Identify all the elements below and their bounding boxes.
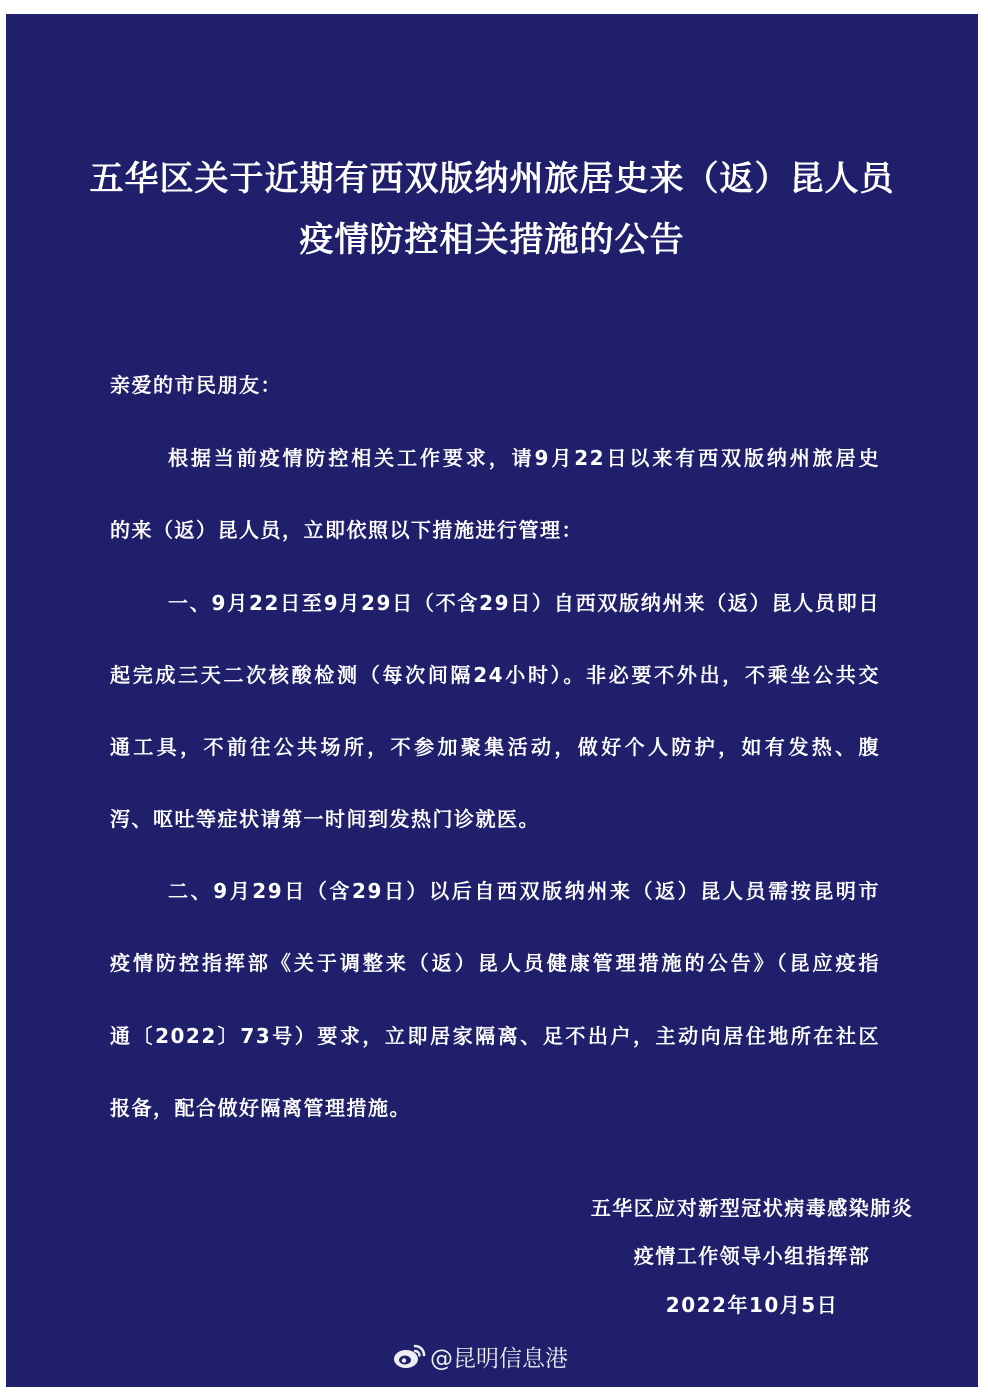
- weibo-icon: [392, 1342, 426, 1370]
- title-line-1: 五华区关于近期有西双版纳州旅居史来（返）昆人员: [89, 159, 895, 199]
- measure-one-line-4: 泻、呕吐等症状请第一时间到发热门诊就医。: [110, 807, 540, 831]
- paragraph-intro-line-2: 的来（返）昆人员，立即依照以下措施进行管理：: [110, 518, 583, 542]
- announcement-poster: [6, 14, 978, 1387]
- signature-org-line-1: 五华区应对新型冠状病毒感染肺炎: [590, 1196, 914, 1220]
- watermark-text: @昆明信息港: [430, 1345, 568, 1372]
- measure-one-line-1: 一、9月22日至9月29日（不含29日）自西双版纳州来（返）昆人员即日: [168, 591, 880, 615]
- measure-two-line-4: 报备，配合做好隔离管理措施。: [110, 1096, 411, 1120]
- measure-two-line-1: 二、9月29日（含29日）以后自西双版纳州来（返）昆人员需按昆明市: [168, 879, 880, 903]
- measure-one-line-2: 起完成三天二次核酸检测（每次间隔24小时）。非必要不外出，不乘坐公共交: [110, 663, 880, 687]
- salutation: 亲爱的市民朋友：: [110, 373, 282, 397]
- title-line-2: 疫情防控相关措施的公告: [299, 220, 685, 260]
- measure-two-line-3: 通〔2022〕73号）要求，立即居家隔离、足不出户，主动向居住地所在社区: [110, 1024, 880, 1048]
- measure-one-line-3: 通工具，不前往公共场所，不参加聚集活动，做好个人防护，如有发热、腹: [110, 735, 880, 759]
- measure-two-line-2: 疫情防控指挥部《关于调整来（返）昆人员健康管理措施的公告》（昆应疫指: [110, 951, 880, 975]
- weibo-watermark: [392, 1338, 568, 1374]
- paragraph-intro-line-1: 根据当前疫情防控相关工作要求，请9月22日以来有西双版纳州旅居史: [168, 446, 880, 470]
- signature-org-line-2: 疫情工作领导小组指挥部: [633, 1244, 871, 1268]
- signature-date: 2022年10月5日: [665, 1293, 839, 1317]
